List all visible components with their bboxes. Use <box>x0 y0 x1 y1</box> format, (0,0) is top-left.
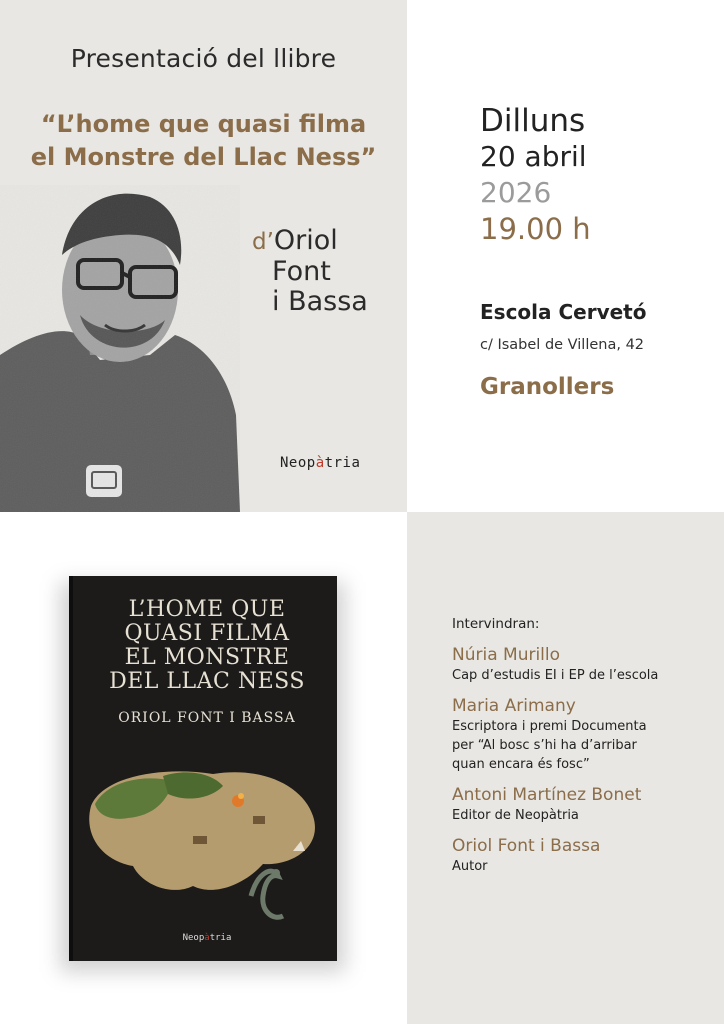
speaker-item <box>452 784 712 825</box>
speaker-item <box>452 644 712 685</box>
publisher-logo-accent: à <box>315 455 325 471</box>
author-surname-2: i Bassa <box>272 286 368 317</box>
speaker-item <box>452 835 712 876</box>
book-cover-author: ORIOL FONT I BASSA <box>118 710 296 726</box>
book-cover-title-line: QUASI FILMA <box>124 621 290 646</box>
speaker-name: Antoni Martínez Bonet <box>452 785 642 805</box>
presentation-heading: Presentació del llibre <box>70 44 337 73</box>
event-details-panel <box>407 0 724 512</box>
event-year: 2026 <box>480 176 552 209</box>
speaker-name: Oriol Font i Bassa <box>452 836 601 856</box>
speaker-role: Escriptora i premi Documenta <box>452 719 647 734</box>
author-portrait <box>0 185 240 512</box>
author-surname-1: Font <box>272 256 331 287</box>
publisher-logo <box>280 455 360 471</box>
venue-address: c/ Isabel de Villena, 42 <box>480 337 645 353</box>
event-date: 20 abril <box>480 140 587 173</box>
publisher-logo-text: Neop <box>280 455 316 471</box>
book-logo-text: tria <box>209 933 232 943</box>
book-cover-title-line: DEL LLAC NESS <box>109 669 305 694</box>
speaker-name: Núria Murillo <box>452 645 561 665</box>
book-cover-title-line: EL MONSTRE <box>124 645 290 670</box>
speaker-item <box>452 695 712 774</box>
book-title-line: el Monstre del Llac Ness” <box>30 143 377 171</box>
book-cover <box>69 576 337 961</box>
author-first-name: Oriol <box>273 225 338 256</box>
speaker-role: quan encara és fosc” <box>452 757 590 772</box>
book-cover-title <box>73 598 337 694</box>
publisher-logo-text: tria <box>324 455 361 471</box>
speaker-name: Maria Arimany <box>452 696 576 716</box>
speaker-role: Editor de Neopàtria <box>452 808 579 823</box>
presentation-panel <box>0 0 407 512</box>
speakers-list <box>452 616 712 886</box>
book-cover-panel <box>0 512 407 1024</box>
author-name <box>252 226 368 317</box>
venue-city: Granollers <box>480 374 615 400</box>
speaker-role: Autor <box>452 859 488 874</box>
book-title <box>0 108 407 174</box>
author-prefix: d’ <box>252 229 274 255</box>
speaker-role: Cap d’estudis EI i EP de l’escola <box>452 668 659 683</box>
book-title-line: “L’home que quasi filma <box>40 110 367 138</box>
speakers-panel <box>407 512 724 1024</box>
speakers-heading: Intervindran: <box>452 616 540 632</box>
book-logo-text: Neop <box>182 933 205 943</box>
event-time: 19.00 h <box>480 212 591 246</box>
book-cover-logo <box>73 933 337 943</box>
venue-name: Escola Cervetó <box>480 300 647 324</box>
speaker-role: per “Al bosc s’hi ha d’arribar <box>452 738 637 753</box>
event-day: Dilluns <box>480 103 586 139</box>
book-cover-title-line: L’HOME QUE <box>128 597 286 622</box>
book-logo-accent: à <box>204 933 210 943</box>
island-illustration <box>73 746 337 936</box>
